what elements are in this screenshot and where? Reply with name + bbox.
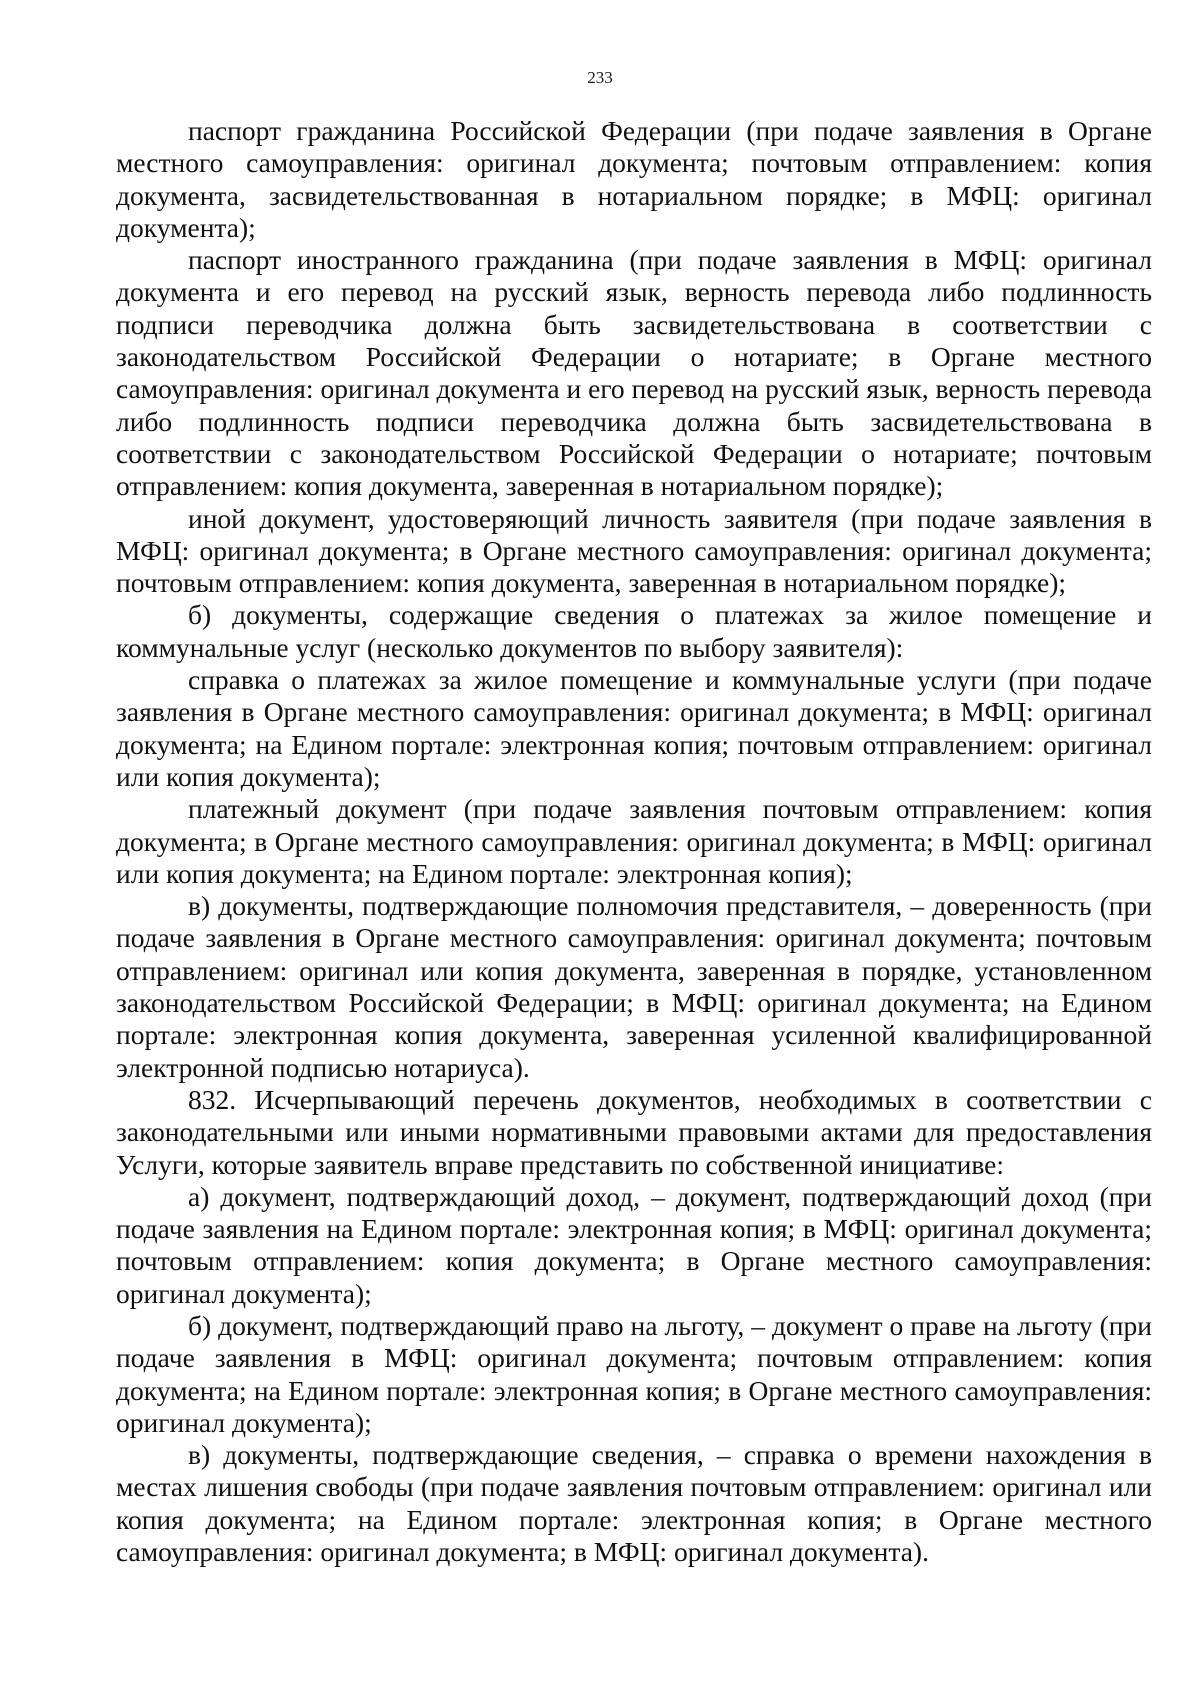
paragraph-payment-documents: б) документы, содержащие сведения о платежах за жилое помещение и коммунальные услуг (несколько документов по выбору заявителя): xyxy=(116,599,1152,663)
document-body xyxy=(116,115,1152,1568)
paragraph-passport-foreign: паспорт иностранного гражданина (при подаче заявления в МФЦ: оригинал документа и его перевод на русский язык, верность перевода либо подлинность подписи переводчика должна быть засвидетельствована в соответствии с законодательством Российской Федерации о нотариате; в Органе местного самоуправления: оригинал документа и его перевод на русский язык, верность перевода либо подлинность подписи переводчика должна быть засвидетельствована в соответствии с законодательством Российской Федерации о нотариате; почтовым отправлением: копия документа, заверенная в нотариальном порядке); xyxy=(116,244,1152,502)
paragraph-representative-authority: в) документы, подтверждающие полномочия представителя, – доверенность (при подаче заявления в Органе местного самоуправления: оригинал документа; почтовым отправлением: оригинал или копия документа, заверенная в порядке, установленном законодательством Российской Федерации; в МФЦ: оригинал документа; на Едином портале: электронная копия документа, заверенная усиленной квалифицированной электронной подписью нотариуса). xyxy=(116,890,1152,1083)
paragraph-other-id-document: иной документ, удостоверяющий личность заявителя (при подаче заявления в МФЦ: оригинал документа; в Органе местного самоуправления: оригинал документа; почтовым отправлением: копия документа, заверенная в нотариальном порядке); xyxy=(116,502,1152,599)
paragraph-passport-rf: паспорт гражданина Российской Федерации (при подаче заявления в Органе местного самоуправления: оригинал документа; почтовым отправлением: копия документа, засвидетельствованная в нотариальном порядке; в МФЦ: оригинал документа); xyxy=(116,115,1152,243)
paragraph-income-document: а) документ, подтверждающий доход, – документ, подтверждающий доход (при подаче заявления на Едином портале: электронная копия; в МФЦ: оригинал документа; почтовым отправлением: копия документа; в Органе местного самоуправления: оригинал документа); xyxy=(116,1180,1152,1309)
page-number: 233 xyxy=(587,68,613,87)
paragraph-payment-document: платежный документ (при подаче заявления почтовым отправлением: копия документа; в Органе местного самоуправления: оригинал документа; в МФЦ: оригинал или копия документа; на Едином портале: электронная копия); xyxy=(116,793,1152,889)
paragraph-payment-certificate: справка о платежах за жилое помещение и коммунальные услуги (при подаче заявления в Органе местного самоуправления: оригинал документа; в МФЦ: оригинал документа; на Едином портале: электронная копия; почтовым отправлением: оригинал или копия документа); xyxy=(116,664,1152,792)
paragraph-benefit-document: б) документ, подтверждающий право на льготу, – документ о праве на льготу (при подаче заявления в МФЦ: оригинал документа; почтовым отправлением: копия документа; на Едином портале: электронная копия; в Органе местного самоуправления: оригинал документа); xyxy=(116,1309,1152,1438)
paragraph-detention-certificate: в) документы, подтверждающие сведения, – справка о времени нахождения в местах лишения свободы (при подаче заявления почтовым отправлением: оригинал или копия документа; на Едином портале: электронная копия; в Органе местного самоуправления: оригинал документа; в МФЦ: оригинал документа). xyxy=(116,1439,1152,1568)
paragraph-section-832: 832. Исчерпывающий перечень документов, необходимых в соответствии с законодательными или иными нормативными правовыми актами для предоставления Услуги, которые заявитель вправе представить по собственной инициативе: xyxy=(116,1083,1152,1180)
